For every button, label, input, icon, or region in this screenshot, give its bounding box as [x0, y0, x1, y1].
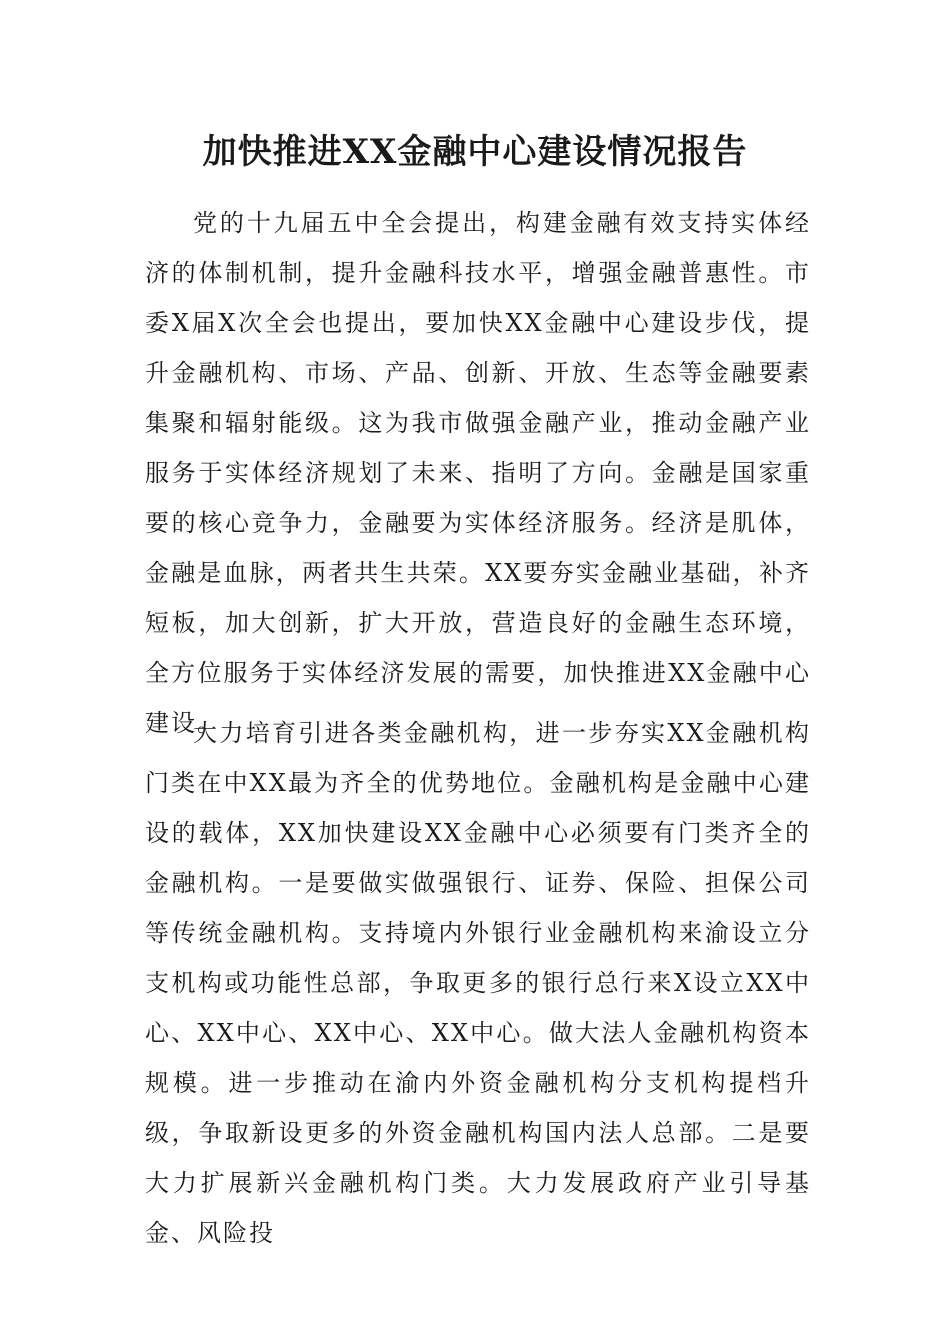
- body-paragraph-2: 大力培育引进各类金融机构，进一步夯实XX金融机构门类在中XX最为齐全的优势地位。金融机构是金融中心建设的载体，XX加快建设XX金融中心必须要有门类齐全的金融机构。一是要做实做强银行、证券、保险、担保公司等传统金融机构。支持境内外银行业金融机构来渝设立分支机构或功能性总部，争取更多的银行总行来X设立XX中心、XX中心、XX中心、XX中心。做大法人金融机构资本规模。进一步推动在渝内外资金融机构分支机构提档升级，争取新设更多的外资金融机构国内法人总部。二是要大力扩展新兴金融机构门类。大力发展政府产业引导基金、风险投: [145, 719, 811, 1247]
- document-title: 加快推进XX金融中心建设情况报告: [202, 132, 748, 172]
- body-paragraph-1: 党的十九届五中全会提出，构建金融有效支持实体经济的体制机制，提升金融科技水平，增强金融普惠性。市委X届X次全会也提出，要加快XX金融中心建设步伐，提升金融机构、市场、产品、创新、开放、生态等金融要素集聚和辐射能级。这为我市做强金融产业，推动金融产业服务于实体经济规划了未来、指明了方向。金融是国家重要的核心竞争力，金融要为实体经济服务。经济是肌体，金融是血脉，两者共生共荣。XX要夯实金融业基础，补齐短板，加大创新，扩大开放，营造良好的金融生态环境，全方位服务于实体经济发展的需要，加快推进XX金融中心建设。: [145, 209, 811, 737]
